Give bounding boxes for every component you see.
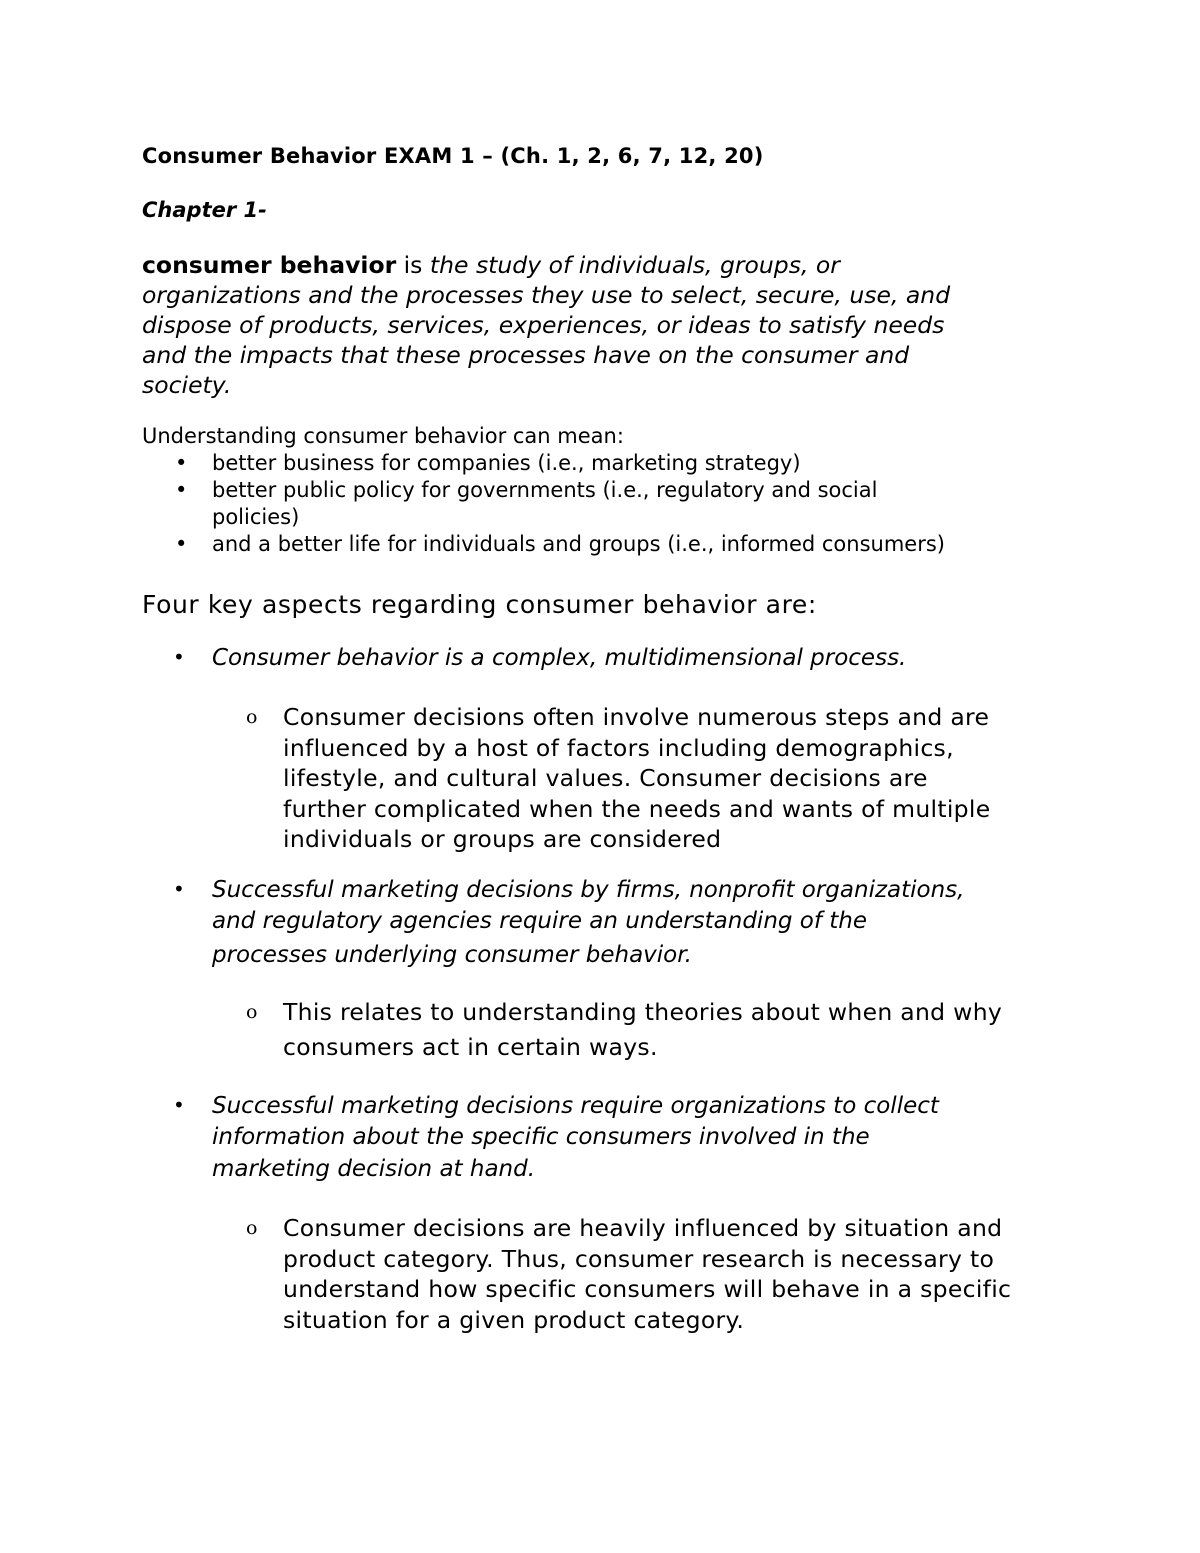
- aspect-item: [173, 1091, 939, 1185]
- sub-item-line: further complicated when the needs and wants of multiple: [283, 794, 991, 823]
- bullet-icon: •: [175, 478, 188, 502]
- sub-item-line: consumers act in certain ways.: [283, 1032, 658, 1061]
- circle-bullet-icon: o: [246, 1001, 258, 1023]
- sub-item-line: product category. Thus, consumer research is necessary to: [283, 1244, 995, 1273]
- sub-item-line: situation for a given product category.: [283, 1305, 745, 1334]
- list-item-text: better public policy for governments (i.e., regulatory and social: [212, 478, 878, 502]
- sub-item-line: influenced by a host of factors including demographics,: [283, 733, 954, 762]
- definition-paragraph: [142, 250, 1042, 400]
- bullet-icon: •: [175, 451, 188, 475]
- definition-line: the study of individuals, groups, or: [429, 251, 840, 279]
- aspect-sub-item: [246, 702, 991, 855]
- circle-bullet-icon: o: [246, 706, 258, 728]
- understanding-intro: Understanding consumer behavior can mean:: [142, 424, 624, 448]
- definition-line: organizations and the processes they use to select, secure, use, and: [142, 281, 951, 309]
- list-item: [142, 477, 945, 504]
- aspect-line: and regulatory agencies require an understanding of the: [212, 908, 868, 934]
- definition-line: society.: [142, 371, 232, 399]
- sub-item-line: individuals or groups are considered: [283, 825, 722, 853]
- bullet-icon: •: [175, 532, 188, 556]
- bullet-icon: •: [173, 1093, 185, 1117]
- list-item-text: and a better life for individuals and groups (i.e., informed consumers): [212, 532, 945, 556]
- aspect-line: Consumer behavior is a complex, multidimensional process.: [212, 645, 907, 671]
- definition-line: dispose of products, services, experiences, or ideas to satisfy needs: [142, 311, 945, 339]
- aspect-item: [173, 643, 907, 674]
- circle-bullet-icon: o: [246, 1217, 258, 1239]
- sub-item-line: lifestyle, and cultural values. Consumer decisions are: [283, 764, 928, 792]
- list-item-text: policies): [212, 505, 300, 529]
- list-item-continuation: [142, 504, 945, 531]
- list-item: [142, 450, 945, 477]
- understanding-list: [142, 450, 945, 558]
- aspect-line: processes underlying consumer behavior.: [212, 942, 692, 968]
- aspect-line: marketing decision at hand.: [212, 1156, 536, 1182]
- document-title: Consumer Behavior EXAM 1 – (Ch. 1, 2, 6, 7, 12, 20): [142, 144, 764, 168]
- sub-item-line: Consumer decisions are heavily influenced by situation and: [283, 1214, 1003, 1242]
- aspect-line: information about the specific consumers involved in the: [212, 1124, 870, 1150]
- definition-term: consumer behavior: [142, 251, 397, 279]
- aspect-line: Successful marketing decisions by firms, nonprofit organizations,: [212, 877, 965, 903]
- aspects-heading: Four key aspects regarding consumer behavior are:: [142, 590, 817, 619]
- bullet-icon: •: [173, 645, 185, 669]
- list-item: [142, 531, 945, 558]
- bullet-icon: •: [173, 877, 185, 901]
- list-item-text: better business for companies (i.e., marketing strategy): [212, 451, 801, 475]
- aspect-sub-item: [246, 997, 1003, 1062]
- sub-item-line: This relates to understanding theories about when and why: [283, 998, 1003, 1026]
- definition-connector: is: [396, 251, 430, 279]
- sub-item-line: understand how specific consumers will behave in a specific: [283, 1275, 1012, 1303]
- aspect-line: Successful marketing decisions require organizations to collect: [212, 1093, 939, 1119]
- sub-item-line: Consumer decisions often involve numerous steps and are: [283, 703, 990, 731]
- chapter-heading: Chapter 1-: [142, 198, 267, 222]
- aspect-item: [173, 875, 965, 971]
- definition-line: and the impacts that these processes have on the consumer and: [142, 341, 910, 369]
- definition-first-line: [142, 250, 1042, 280]
- aspect-sub-item: [246, 1213, 1012, 1335]
